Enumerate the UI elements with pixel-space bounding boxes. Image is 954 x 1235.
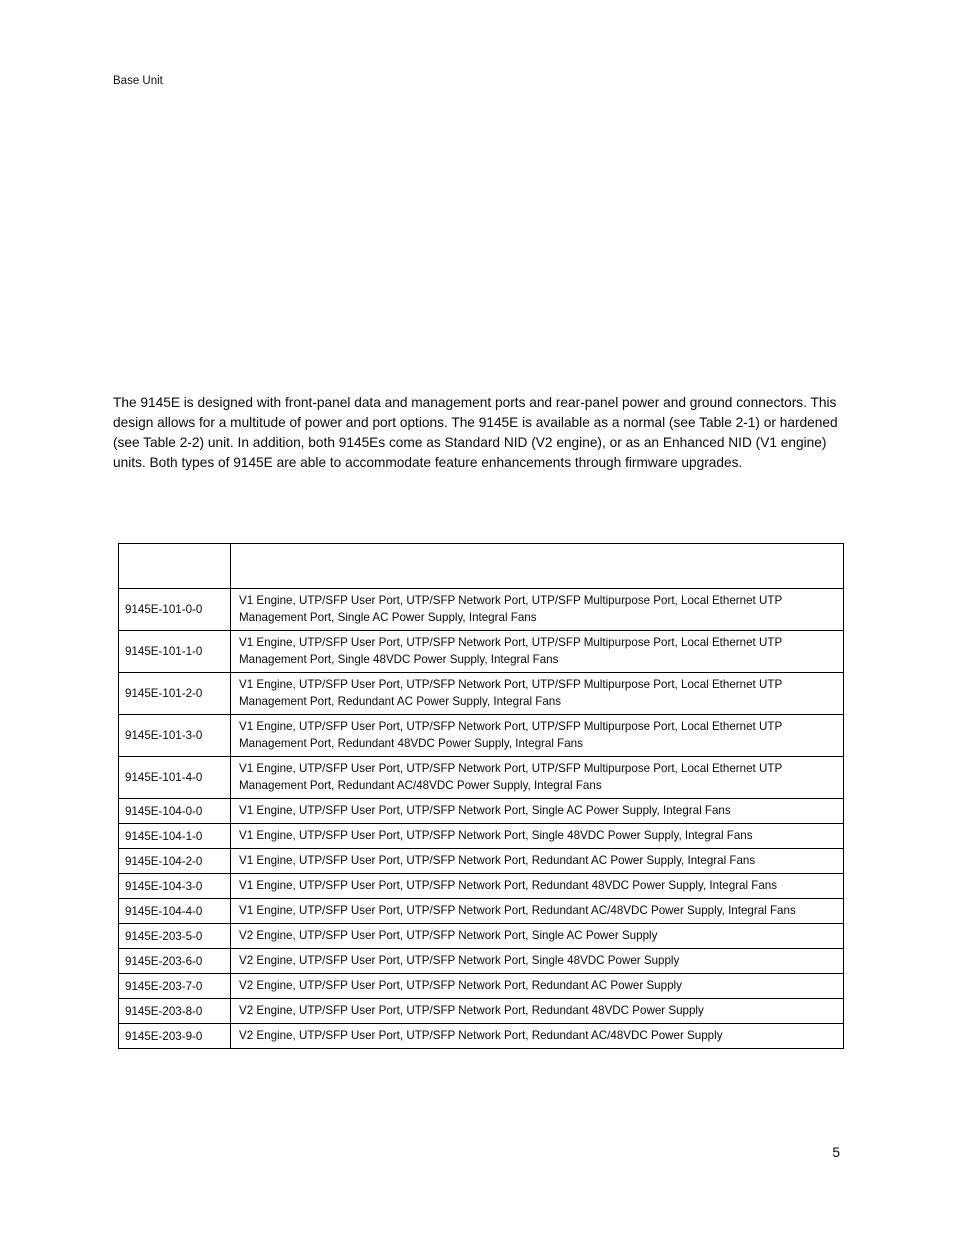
model-cell: 9145E-104-4-0 [119, 899, 231, 924]
parts-table [118, 543, 844, 1049]
model-header-cell [119, 544, 231, 589]
table-header-row [119, 544, 844, 589]
description-cell: V1 Engine, UTP/SFP User Port, UTP/SFP Network Port, Redundant 48VDC Power Supply, Integral Fans [231, 874, 844, 899]
description-cell: V1 Engine, UTP/SFP User Port, UTP/SFP Network Port, UTP/SFP Multipurpose Port, Local Ethernet UTP Management Port, Redundant AC/48VDC Power Supply, Integral Fans [231, 757, 844, 799]
table-row [119, 999, 844, 1024]
model-cell: 9145E-104-2-0 [119, 849, 231, 874]
description-header-cell [231, 544, 844, 589]
description-cell: V2 Engine, UTP/SFP User Port, UTP/SFP Network Port, Single 48VDC Power Supply [231, 949, 844, 974]
table-row [119, 899, 844, 924]
table-row [119, 974, 844, 999]
model-cell: 9145E-101-1-0 [119, 631, 231, 673]
table-row [119, 1024, 844, 1049]
table-row [119, 673, 844, 715]
table-row [119, 589, 844, 631]
description-cell: V1 Engine, UTP/SFP User Port, UTP/SFP Network Port, Redundant AC Power Supply, Integral Fans [231, 849, 844, 874]
table-row [119, 757, 844, 799]
model-cell: 9145E-104-3-0 [119, 874, 231, 899]
description-cell: V1 Engine, UTP/SFP User Port, UTP/SFP Network Port, UTP/SFP Multipurpose Port, Local Ethernet UTP Management Port, Single 48VDC Power Supply, Integral Fans [231, 631, 844, 673]
description-cell: V1 Engine, UTP/SFP User Port, UTP/SFP Network Port, UTP/SFP Multipurpose Port, Local Ethernet UTP Management Port, Redundant 48VDC Power Supply, Integral Fans [231, 715, 844, 757]
model-cell: 9145E-101-0-0 [119, 589, 231, 631]
table-row [119, 849, 844, 874]
table-row [119, 799, 844, 824]
model-cell: 9145E-104-1-0 [119, 824, 231, 849]
model-cell: 9145E-203-6-0 [119, 949, 231, 974]
model-cell: 9145E-101-3-0 [119, 715, 231, 757]
page-number: 5 [832, 1145, 840, 1160]
table-row [119, 715, 844, 757]
model-cell: 9145E-203-9-0 [119, 1024, 231, 1049]
description-cell: V2 Engine, UTP/SFP User Port, UTP/SFP Network Port, Redundant AC Power Supply [231, 974, 844, 999]
description-cell: V1 Engine, UTP/SFP User Port, UTP/SFP Network Port, Redundant AC/48VDC Power Supply, Integral Fans [231, 899, 844, 924]
description-cell: V2 Engine, UTP/SFP User Port, UTP/SFP Network Port, Redundant AC/48VDC Power Supply [231, 1024, 844, 1049]
model-cell: 9145E-101-2-0 [119, 673, 231, 715]
description-cell: V2 Engine, UTP/SFP User Port, UTP/SFP Network Port, Single AC Power Supply [231, 924, 844, 949]
table-row [119, 824, 844, 849]
model-cell: 9145E-203-5-0 [119, 924, 231, 949]
description-cell: V1 Engine, UTP/SFP User Port, UTP/SFP Network Port, Single AC Power Supply, Integral Fans [231, 799, 844, 824]
table-row [119, 631, 844, 673]
table-row [119, 949, 844, 974]
intro-paragraph: The 9145E is designed with front-panel data and management ports and rear-panel power and ground connectors. This design allows for a multitude of power and port options. The 9145E is available as a normal (see Table 2-1) or hardened (see Table 2-2) unit. In addition, both 9145Es come as Standard NID (V2 engine), or as an Enhanced NID (V1 engine) units. Both types of 9145E are able to accommodate feature enhancements through firmware upgrades. [113, 395, 838, 471]
running-header: Base Unit [113, 75, 163, 87]
model-cell: 9145E-104-0-0 [119, 799, 231, 824]
description-cell: V1 Engine, UTP/SFP User Port, UTP/SFP Network Port, UTP/SFP Multipurpose Port, Local Ethernet UTP Management Port, Redundant AC Power Supply, Integral Fans [231, 673, 844, 715]
table-row [119, 924, 844, 949]
description-cell: V1 Engine, UTP/SFP User Port, UTP/SFP Network Port, UTP/SFP Multipurpose Port, Local Ethernet UTP Management Port, Single AC Power Supply, Integral Fans [231, 589, 844, 631]
description-cell: V1 Engine, UTP/SFP User Port, UTP/SFP Network Port, Single 48VDC Power Supply, Integral Fans [231, 824, 844, 849]
parts-table-body [119, 589, 844, 1049]
model-cell: 9145E-101-4-0 [119, 757, 231, 799]
model-cell: 9145E-203-8-0 [119, 999, 231, 1024]
model-cell: 9145E-203-7-0 [119, 974, 231, 999]
table-row [119, 874, 844, 899]
description-cell: V2 Engine, UTP/SFP User Port, UTP/SFP Network Port, Redundant 48VDC Power Supply [231, 999, 844, 1024]
